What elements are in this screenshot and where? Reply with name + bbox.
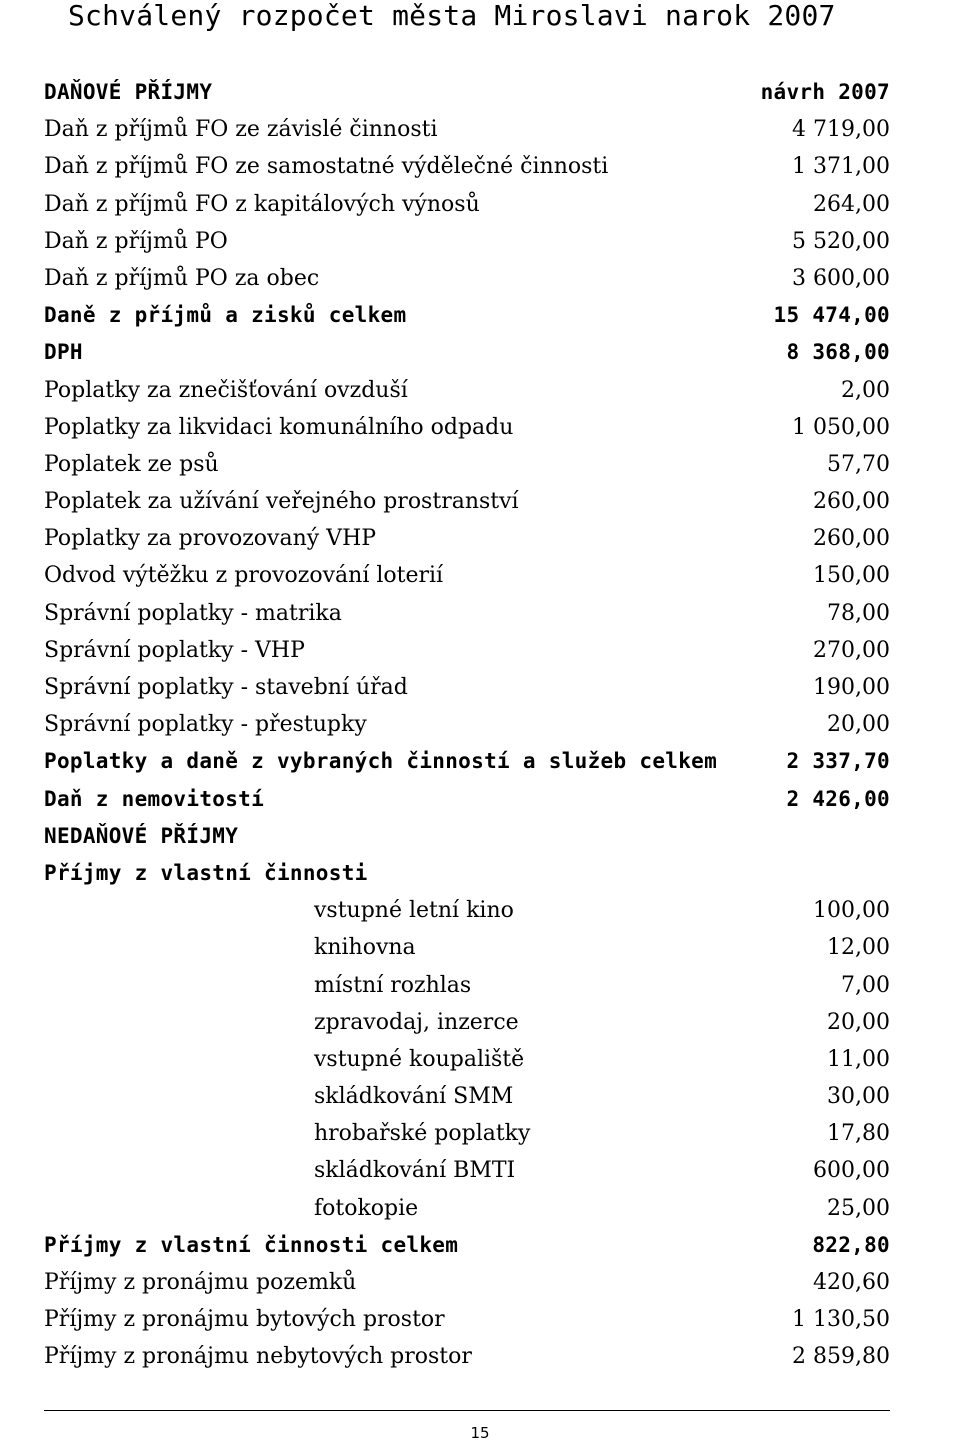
budget-row — [44, 186, 890, 223]
row-label: Správní poplatky - přestupky — [44, 712, 367, 738]
row-value: 260,00 — [813, 489, 890, 515]
row-value: 78,00 — [827, 600, 890, 626]
footer-divider — [44, 1410, 890, 1411]
row-label: knihovna — [314, 935, 416, 961]
row-label: Příjmy z pronájmu pozemků — [44, 1270, 357, 1295]
row-label: skládkování BMTI — [314, 1158, 516, 1184]
row-value: 2 859,80 — [792, 1344, 890, 1370]
budget-row — [44, 632, 890, 669]
budget-row — [44, 743, 890, 780]
budget-row — [44, 409, 890, 446]
row-label: Daně z příjmů a zisků celkem — [44, 303, 407, 328]
budget-row — [44, 111, 890, 148]
budget-row — [44, 223, 890, 260]
row-value: 1 371,00 — [792, 154, 890, 180]
budget-row — [44, 669, 890, 706]
row-label: NEDAŇOVÉ PŘÍJMY — [44, 823, 239, 848]
row-label: Poplatky a daně z vybraných činností a služeb celkem — [44, 749, 718, 774]
budget-table — [44, 74, 890, 1376]
row-value: 5 520,00 — [792, 228, 890, 254]
row-value: 2 426,00 — [786, 786, 890, 811]
row-label: Příjmy z vlastní činnosti — [44, 860, 368, 885]
budget-row — [44, 334, 890, 371]
row-value: 8 368,00 — [786, 340, 890, 365]
budget-row — [44, 595, 890, 632]
budget-row — [44, 74, 890, 111]
row-value: 25,00 — [827, 1195, 890, 1221]
row-label: Poplatky za likvidaci komunálního odpadu — [44, 414, 514, 440]
row-label: vstupné koupaliště — [314, 1046, 525, 1072]
row-value: 1 050,00 — [792, 414, 890, 440]
row-value: 1 130,50 — [792, 1307, 890, 1333]
row-label: Příjmy z pronájmu bytových prostor — [44, 1307, 445, 1333]
budget-row — [44, 148, 890, 185]
row-label: Daň z příjmů FO ze samostatné výdělečné činnosti — [44, 154, 609, 180]
row-value: návrh 2007 — [760, 80, 890, 104]
row-label: vstupné letní kino — [314, 898, 514, 924]
row-label: Odvod výtěžku z provozování loterií — [44, 563, 444, 589]
budget-row — [44, 781, 890, 818]
row-label: hrobařské poplatky — [314, 1121, 531, 1147]
budget-row — [44, 557, 890, 594]
row-label: Poplatek ze psů — [44, 451, 219, 477]
row-value: 600,00 — [813, 1158, 890, 1184]
budget-row — [44, 260, 890, 297]
row-label: Správní poplatky - stavební úřad — [44, 675, 408, 700]
row-value: 3 600,00 — [792, 265, 890, 291]
budget-row — [44, 929, 890, 966]
budget-row — [44, 1190, 890, 1227]
row-value: 264,00 — [813, 191, 890, 217]
budget-row — [44, 818, 890, 855]
budget-row — [44, 1078, 890, 1115]
row-value: 2 337,70 — [786, 749, 890, 774]
row-value: 12,00 — [827, 935, 890, 961]
budget-row — [44, 892, 890, 929]
budget-row — [44, 446, 890, 483]
budget-row — [44, 520, 890, 557]
row-value: 17,80 — [827, 1121, 890, 1147]
row-value: 57,70 — [827, 451, 890, 477]
row-label: DPH — [44, 340, 83, 365]
row-value: 822,80 — [812, 1232, 890, 1257]
row-value: 100,00 — [813, 898, 890, 924]
budget-row — [44, 1301, 890, 1338]
budget-row — [44, 297, 890, 334]
row-label: Příjmy z vlastní činnosti celkem — [44, 1232, 459, 1257]
row-label: DAŇOVÉ PŘÍJMY — [44, 80, 213, 104]
budget-row — [44, 706, 890, 743]
budget-row — [44, 1115, 890, 1152]
row-label: Správní poplatky - matrika — [44, 600, 342, 626]
row-label: skládkování SMM — [314, 1084, 514, 1110]
row-value: 7,00 — [841, 972, 890, 998]
budget-row — [44, 372, 890, 409]
row-value: 20,00 — [827, 712, 890, 738]
row-label: Poplatek za užívání veřejného prostranství — [44, 489, 519, 515]
row-label: místní rozhlas — [314, 972, 472, 998]
row-value: 260,00 — [813, 526, 890, 552]
row-label: Správní poplatky - VHP — [44, 637, 305, 663]
row-label: Poplatky za znečišťování ovzduší — [44, 377, 408, 403]
page-title: Schválený rozpočet města Miroslavi narok 2007 — [68, 0, 836, 32]
row-value: 270,00 — [813, 637, 890, 663]
row-value: 2,00 — [841, 377, 890, 403]
budget-row — [44, 1338, 890, 1375]
row-label: Daň z příjmů PO — [44, 228, 228, 254]
budget-row — [44, 1152, 890, 1189]
row-value: 190,00 — [813, 675, 890, 700]
row-label: fotokopie — [314, 1195, 419, 1221]
row-label: Daň z nemovitostí — [44, 786, 265, 811]
row-label: Příjmy z pronájmu nebytových prostor — [44, 1344, 472, 1370]
budget-row — [44, 483, 890, 520]
row-label: Poplatky za provozovaný VHP — [44, 526, 377, 552]
row-value: 15 474,00 — [773, 303, 890, 328]
row-label: Daň z příjmů PO za obec — [44, 265, 320, 291]
budget-row — [44, 1227, 890, 1264]
row-label: Daň z příjmů FO z kapitálových výnosů — [44, 191, 480, 217]
row-label: zpravodaj, inzerce — [314, 1009, 519, 1035]
row-value: 20,00 — [827, 1009, 890, 1035]
row-value: 420,60 — [813, 1270, 890, 1295]
row-value: 11,00 — [827, 1046, 890, 1072]
row-label: Daň z příjmů FO ze závislé činnosti — [44, 117, 438, 143]
row-value: 4 719,00 — [792, 117, 890, 143]
budget-row — [44, 1041, 890, 1078]
row-value: 150,00 — [813, 563, 890, 589]
budget-row — [44, 855, 890, 892]
page-number: 15 — [470, 1424, 490, 1442]
budget-row — [44, 1004, 890, 1041]
budget-row — [44, 1264, 890, 1301]
budget-row — [44, 967, 890, 1004]
row-value: 30,00 — [827, 1084, 890, 1110]
